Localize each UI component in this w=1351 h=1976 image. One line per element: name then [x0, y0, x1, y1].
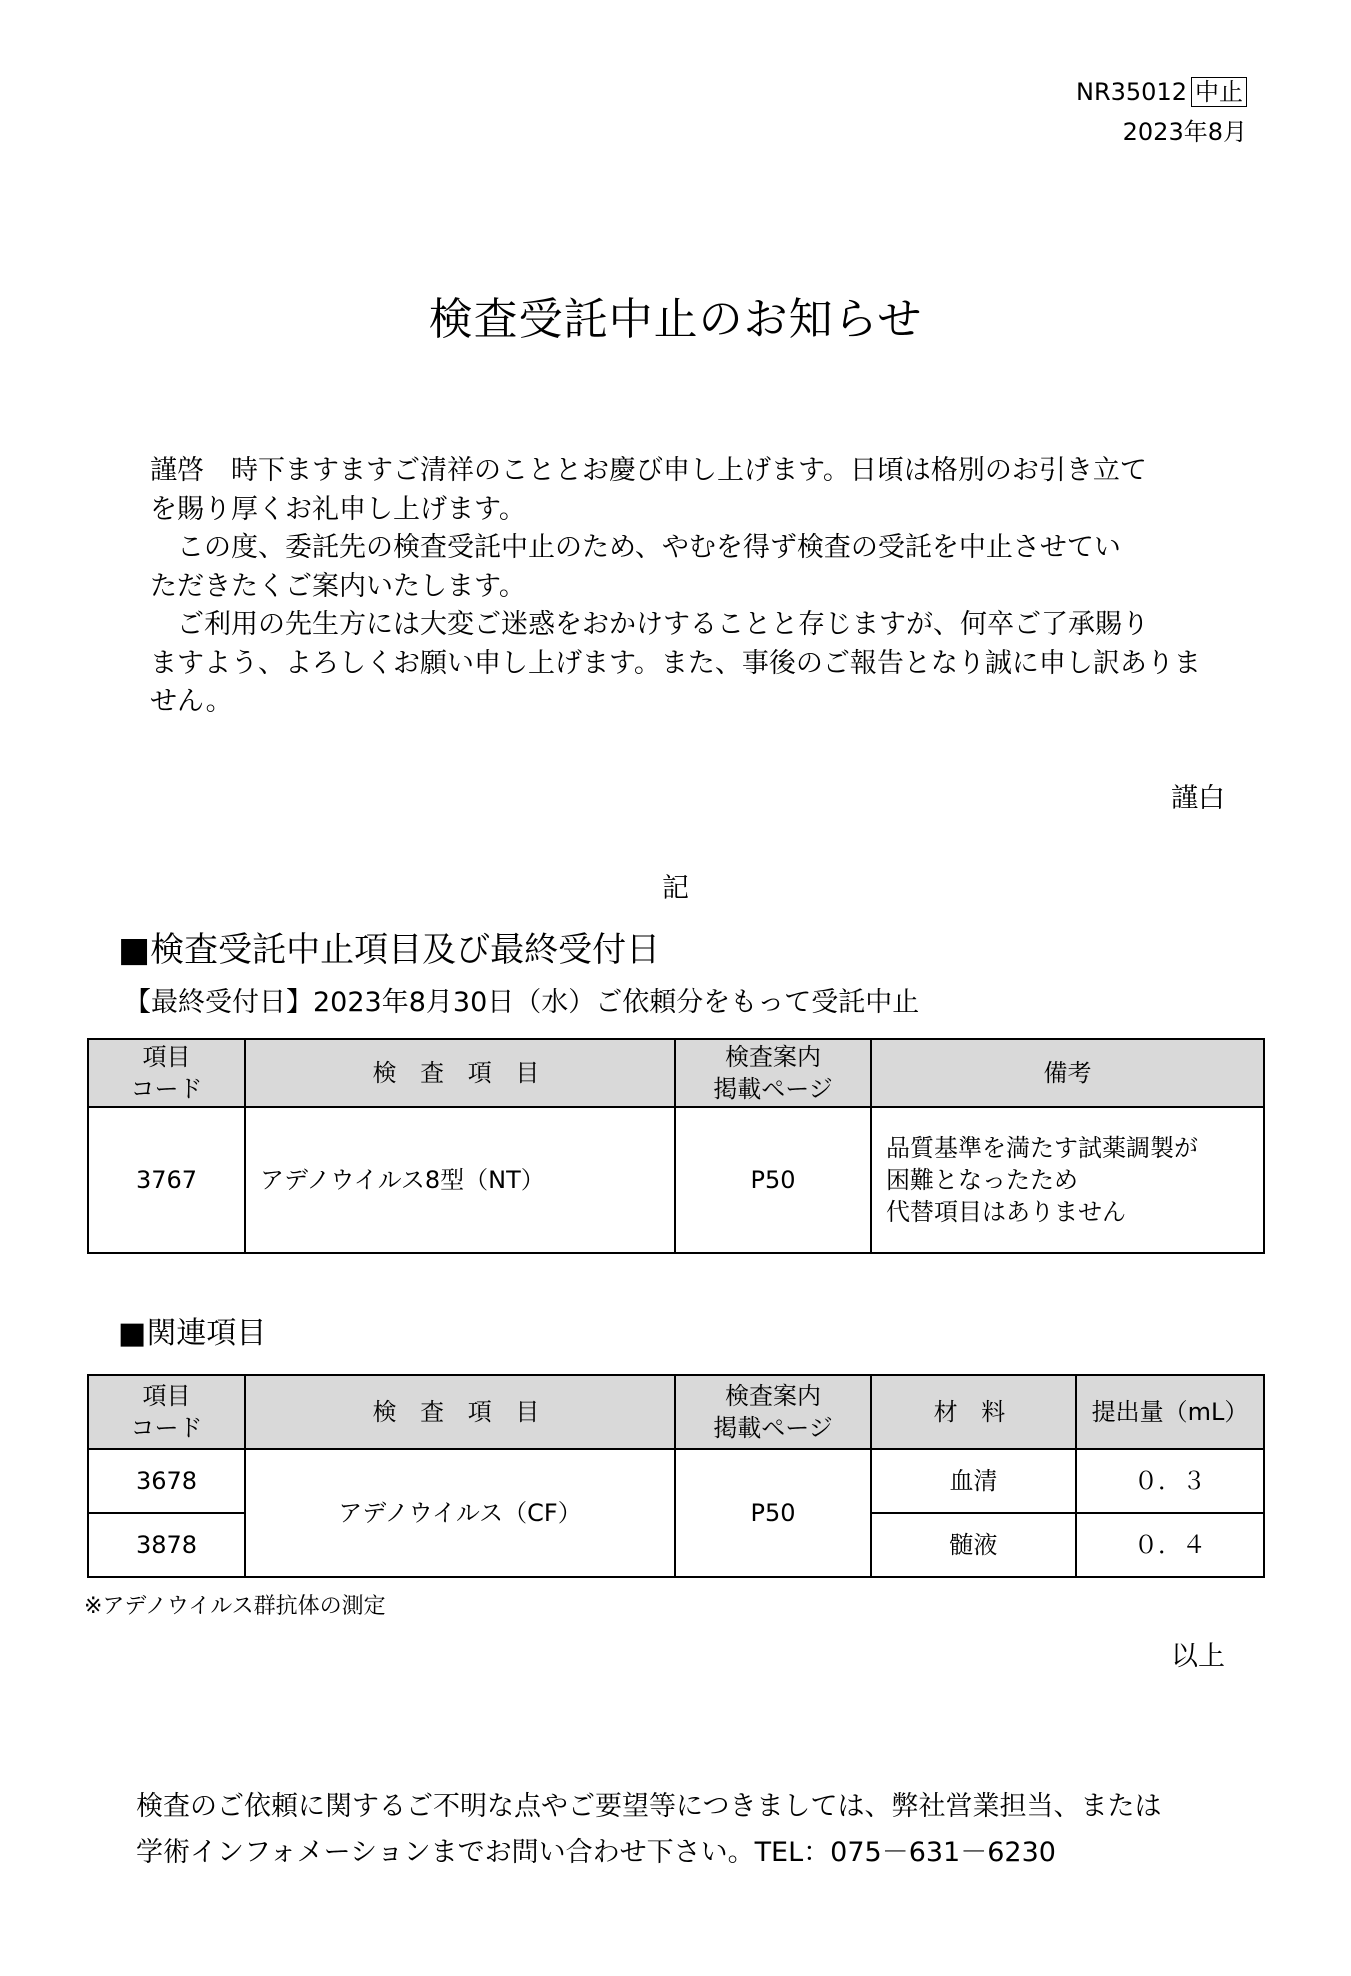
header-page: 検査案内 掲載ページ	[675, 1375, 871, 1449]
header-item: 検 査 項 目	[245, 1039, 675, 1107]
ki-marker: 記	[662, 873, 689, 904]
cell-material: 髄液	[871, 1513, 1076, 1577]
cell-page: P50	[675, 1449, 871, 1577]
footer-line: 検査のご依頼に関するご不明な点やご要望等につきましては、弊社営業担当、または	[136, 1791, 1162, 1822]
body-line: を賜り厚くお礼申し上げます。	[150, 493, 526, 525]
related-items-table	[87, 1374, 1265, 1578]
section-heading-discontinued: ■検査受託中止項目及び最終受付日	[118, 930, 661, 970]
closing-salutation: 謹白	[1171, 783, 1225, 814]
discontinued-items-table	[87, 1038, 1265, 1254]
footnote: ※アデノウイルス群抗体の測定	[84, 1594, 386, 1619]
header-code: 項目 コード	[88, 1039, 245, 1107]
cell-code: 3678	[88, 1449, 245, 1513]
body-line: ますよう、よろしくお願い申し上げます。また、事後のご報告となり誠に申し訳ありま	[150, 647, 1201, 679]
contact-footer	[136, 1784, 1256, 1876]
footer-line: 学術インフォメーションまでお問い合わせ下さい。TEL：075－631－6230	[136, 1837, 1056, 1868]
body-text	[150, 452, 1210, 722]
cell-code: 3878	[88, 1513, 245, 1577]
document-date: 2023年8月	[1122, 118, 1247, 146]
section-heading-related: ■関連項目	[118, 1316, 267, 1351]
cell-page: P50	[675, 1107, 871, 1253]
page-title: 検査受託中止のお知らせ	[428, 294, 923, 345]
cell-item: アデノウイルス8型（NT）	[245, 1107, 675, 1253]
body-line: 謹啓 時下ますますご清祥のこととお慶び申し上げます。日頃は格別のお引き立て	[150, 455, 1147, 486]
cell-remarks: 品質基準を満たす試薬調製が 困難となったため 代替項目はありません	[871, 1107, 1264, 1253]
header-remarks: 備考	[871, 1039, 1264, 1107]
cell-material: 血清	[871, 1449, 1076, 1513]
header-code: 項目 コード	[88, 1375, 245, 1449]
header-volume: 提出量（mL）	[1076, 1375, 1264, 1449]
document-number	[1076, 76, 1247, 108]
header-item: 検 査 項 目	[245, 1375, 675, 1449]
cell-item: アデノウイルス（CF）	[245, 1449, 675, 1577]
body-line: せん。	[150, 686, 233, 717]
table-header-row	[88, 1039, 1264, 1107]
last-reception-date: 【最終受付日】2023年8月30日（水）ご依頼分をもって受託中止	[124, 987, 920, 1018]
table-header-row	[88, 1375, 1264, 1449]
body-line: この度、委託先の検査受託中止のため、やむを得ず検査の受託を中止させてい	[150, 532, 1121, 563]
body-line: ただきたくご案内いたします。	[150, 570, 526, 602]
cell-volume: ０．３	[1076, 1449, 1264, 1513]
end-marker: 以上	[1171, 1641, 1225, 1672]
document-status-badge: 中止	[1191, 77, 1247, 107]
table-row	[88, 1107, 1264, 1253]
header-material: 材 料	[871, 1375, 1076, 1449]
document-number-code: NR35012	[1076, 78, 1187, 106]
table-row	[88, 1449, 1264, 1513]
cell-code: 3767	[88, 1107, 245, 1253]
body-line: ご利用の先生方には大変ご迷惑をおかけすることと存じますが、何卒ご了承賜り	[150, 609, 1149, 640]
cell-volume: ０．４	[1076, 1513, 1264, 1577]
header-page: 検査案内 掲載ページ	[675, 1039, 871, 1107]
